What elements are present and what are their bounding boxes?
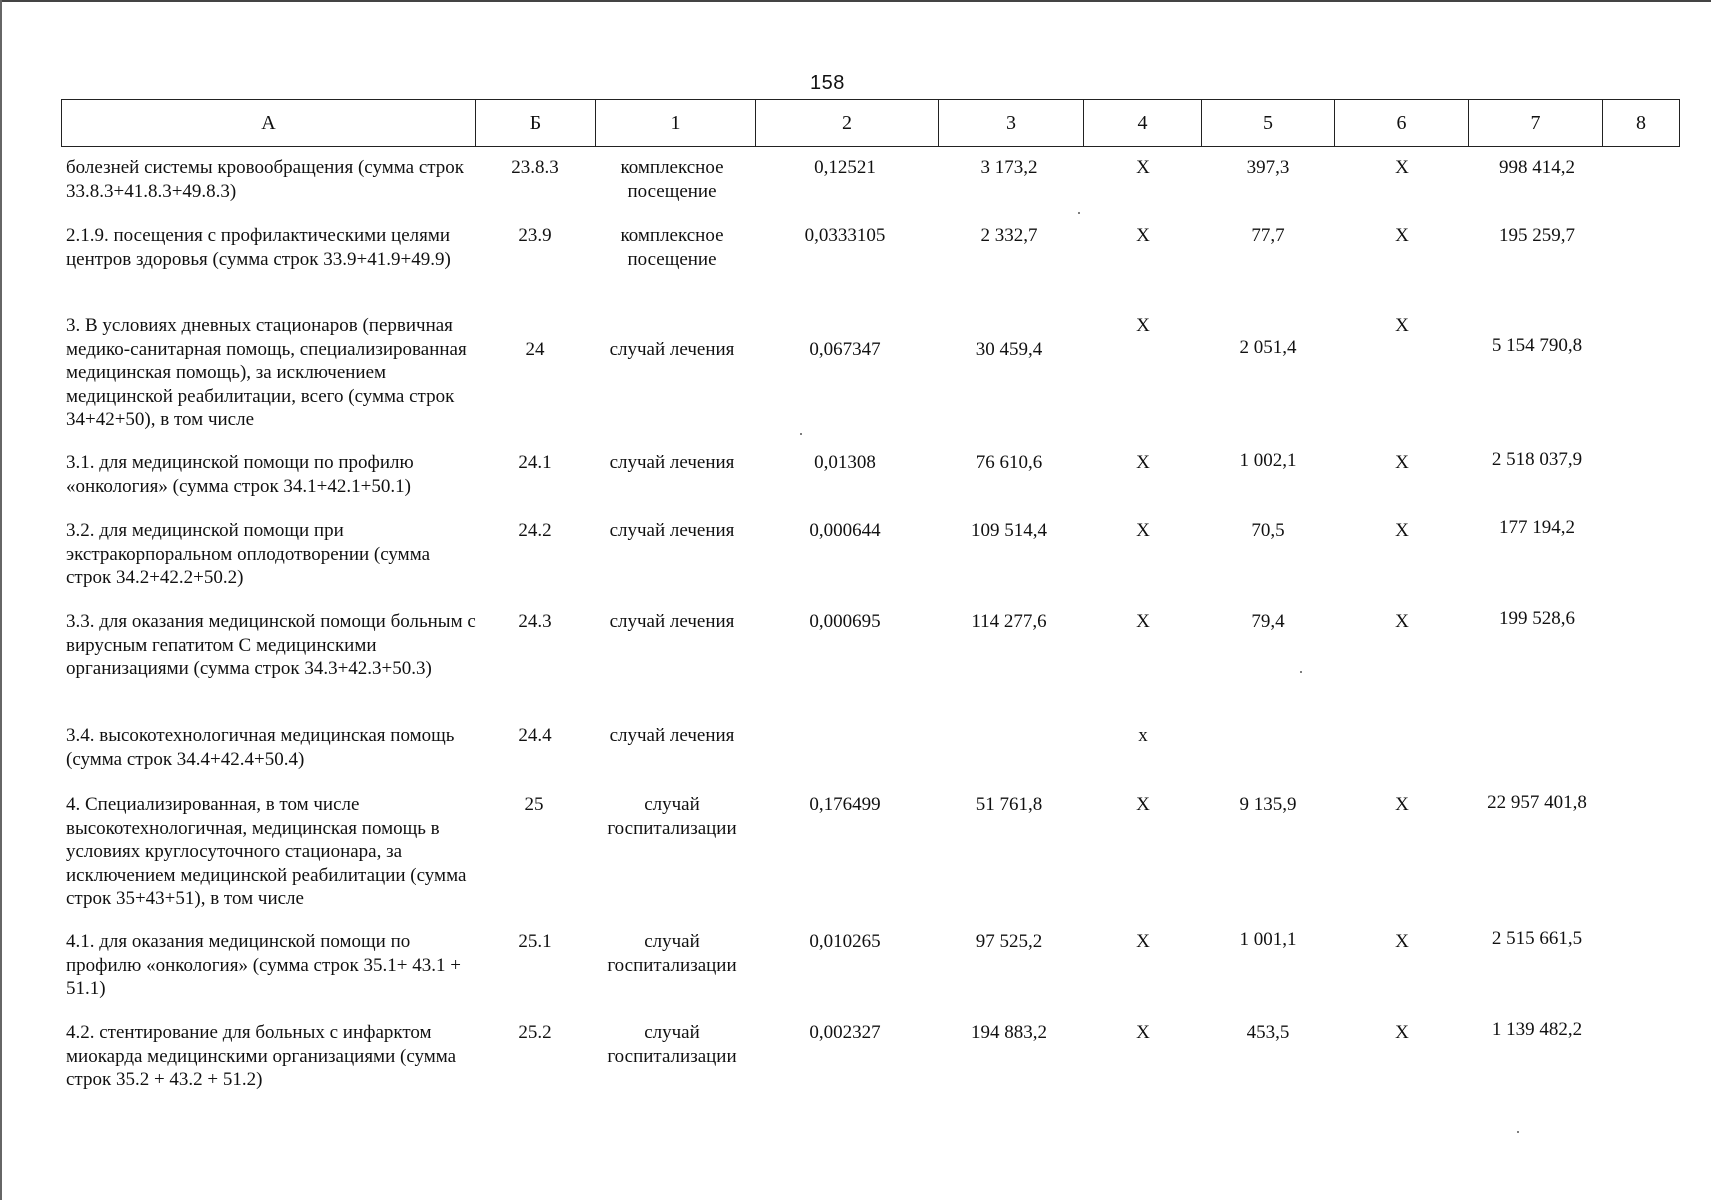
row-description: 3.2. для медицинской помощи при экстракорпоральном оплодотворении (сумма строк 34.2+42.2+50.2)	[66, 520, 431, 588]
row-col-3: 2 332,7	[980, 225, 1038, 246]
row-col-2: 0,067347	[809, 339, 881, 360]
row-col-3: 51 761,8	[975, 794, 1043, 815]
row-number: 24.1	[518, 452, 552, 473]
row-col-4: X	[1136, 225, 1150, 246]
row-col-5: 453,5	[1246, 1022, 1290, 1043]
row-col-4: X	[1136, 611, 1150, 632]
header-col-3: 3	[939, 100, 1084, 146]
row-col-3: 194 883,2	[971, 1022, 1047, 1043]
page-number: 158	[810, 72, 845, 94]
row-description: 3.3. для оказания медицинской помощи больным с вирусным гепатитом С медицинскими организациями (сумма строк 34.3+42.3+50.3)	[66, 611, 476, 679]
row-col-3: 109 514,4	[971, 520, 1047, 541]
row-number: 24.4	[518, 725, 552, 746]
row-col-2: 0,010265	[809, 931, 881, 952]
row-description: 3.1. для медицинской помощи по профилю «онкология» (сумма строк 34.1+42.1+50.1)	[66, 452, 414, 497]
row-col-4: X	[1136, 520, 1150, 541]
row-number: 24	[525, 339, 545, 360]
row-description: 4.2. стентирование для больных с инфарктом миокарда медицинскими организациями (сумма строк 35.2 + 43.2 + 51.2)	[66, 1022, 457, 1090]
row-col-7: 1 139 482,2	[1491, 1019, 1583, 1040]
row-unit: случай госпитализации	[607, 1022, 737, 1067]
row-col-3: 114 277,6	[971, 611, 1047, 632]
row-number: 25	[524, 794, 544, 815]
header-col-b: Б	[476, 100, 596, 146]
row-col-7: 5 154 790,8	[1491, 335, 1583, 356]
row-unit: случай госпитализации	[607, 794, 737, 839]
row-number: 25.2	[518, 1022, 552, 1043]
row-description: 2.1.9. посещения с профилактическими целями центров здоровья (сумма строк 33.9+41.9+49.9)	[66, 225, 451, 270]
row-col-7: 2 515 661,5	[1491, 928, 1583, 949]
row-col-7: 199 528,6	[1499, 608, 1575, 629]
row-col-4: X	[1136, 931, 1150, 952]
header-col-5: 5	[1202, 100, 1335, 146]
row-col-5: 2 051,4	[1239, 337, 1297, 358]
scan-speck	[800, 433, 802, 435]
row-unit: комплексное посещение	[620, 157, 724, 202]
row-col-2: 0,176499	[809, 794, 881, 815]
row-col-2: 0,0333105	[804, 225, 886, 246]
row-col-6: X	[1395, 452, 1409, 473]
row-col-2: 0,000644	[809, 520, 881, 541]
row-col-5: 9 135,9	[1239, 794, 1297, 815]
row-col-2: 0,002327	[809, 1022, 881, 1043]
row-col-6: X	[1395, 794, 1409, 815]
row-description: 4.1. для оказания медицинской помощи по профилю «онкология» (сумма строк 35.1+ 43.1 + 51.1)	[66, 931, 461, 999]
row-col-5: 77,7	[1251, 225, 1285, 246]
row-number: 24.3	[518, 611, 552, 632]
scan-speck	[1517, 1131, 1519, 1133]
row-col-4: X	[1136, 794, 1150, 815]
row-col-6: X	[1395, 1022, 1409, 1043]
row-col-4: X	[1136, 315, 1150, 336]
row-col-3: 3 173,2	[980, 157, 1038, 178]
row-col-7: 22 957 401,8	[1487, 792, 1587, 813]
row-number: 23.9	[518, 225, 552, 246]
header-col-2: 2	[756, 100, 939, 146]
row-col-4: X	[1136, 1022, 1150, 1043]
row-col-3: 97 525,2	[975, 931, 1043, 952]
row-unit: случай лечения	[609, 339, 735, 360]
row-col-7: 195 259,7	[1499, 225, 1575, 246]
header-col-a: А	[62, 100, 476, 146]
row-description: 4. Специализированная, в том числе высокотехнологичная, медицинская помощь в условиях круглосуточного стационара, за исключением медицинской реабилитации (сумма строк 35+43+51), в том числе	[66, 794, 467, 909]
row-col-7: 177 194,2	[1499, 517, 1575, 538]
row-col-4: X	[1136, 157, 1150, 178]
row-number: 23.8.3	[511, 157, 559, 178]
row-col-6: X	[1395, 315, 1409, 336]
row-col-6: X	[1395, 225, 1409, 246]
row-col-6: X	[1395, 157, 1409, 178]
row-description: 3. В условиях дневных стационаров (первичная медико-санитарная помощь, специализированная медицинская помощь), за исключением медицинской реабилитации, всего (сумма строк 34+42+50), в том числе	[66, 315, 467, 430]
row-col-6: X	[1395, 520, 1409, 541]
row-col-5: 70,5	[1251, 520, 1285, 541]
row-unit: случай лечения	[609, 452, 735, 473]
row-col-6: X	[1395, 931, 1409, 952]
row-col-5: 397,3	[1246, 157, 1290, 178]
header-col-4: 4	[1084, 100, 1202, 146]
row-col-4: x	[1138, 725, 1148, 746]
row-col-3: 76 610,6	[975, 452, 1043, 473]
row-col-7: 2 518 037,9	[1491, 449, 1583, 470]
row-unit: случай лечения	[609, 520, 735, 541]
row-col-6: X	[1395, 611, 1409, 632]
row-description: 3.4. высокотехнологичная медицинская помощь (сумма строк 34.4+42.4+50.4)	[66, 725, 455, 770]
row-col-4: X	[1136, 452, 1150, 473]
row-unit: случай лечения	[609, 611, 735, 632]
row-description: болезней системы кровообращения (сумма строк 33.8.3+41.8.3+49.8.3)	[66, 157, 465, 202]
header-col-1: 1	[596, 100, 756, 146]
header-col-6: 6	[1335, 100, 1469, 146]
scan-speck	[1300, 671, 1302, 673]
row-unit: случай лечения	[609, 725, 735, 746]
row-unit: случай госпитализации	[607, 931, 737, 976]
header-col-7: 7	[1469, 100, 1603, 146]
row-col-5: 1 001,1	[1239, 929, 1297, 950]
row-unit: комплексное посещение	[620, 225, 724, 270]
header-col-8: 8	[1636, 111, 1646, 134]
row-col-3: 30 459,4	[975, 339, 1043, 360]
row-col-5: 79,4	[1251, 611, 1285, 632]
row-number: 25.1	[518, 931, 552, 952]
row-col-2: 0,000695	[809, 611, 881, 632]
row-col-2: 0,01308	[814, 452, 876, 473]
row-col-5: 1 002,1	[1239, 450, 1297, 471]
row-number: 24.2	[518, 520, 552, 541]
row-col-2: 0,12521	[814, 157, 876, 178]
row-col-7: 998 414,2	[1499, 157, 1575, 178]
scan-speck	[1078, 212, 1080, 214]
